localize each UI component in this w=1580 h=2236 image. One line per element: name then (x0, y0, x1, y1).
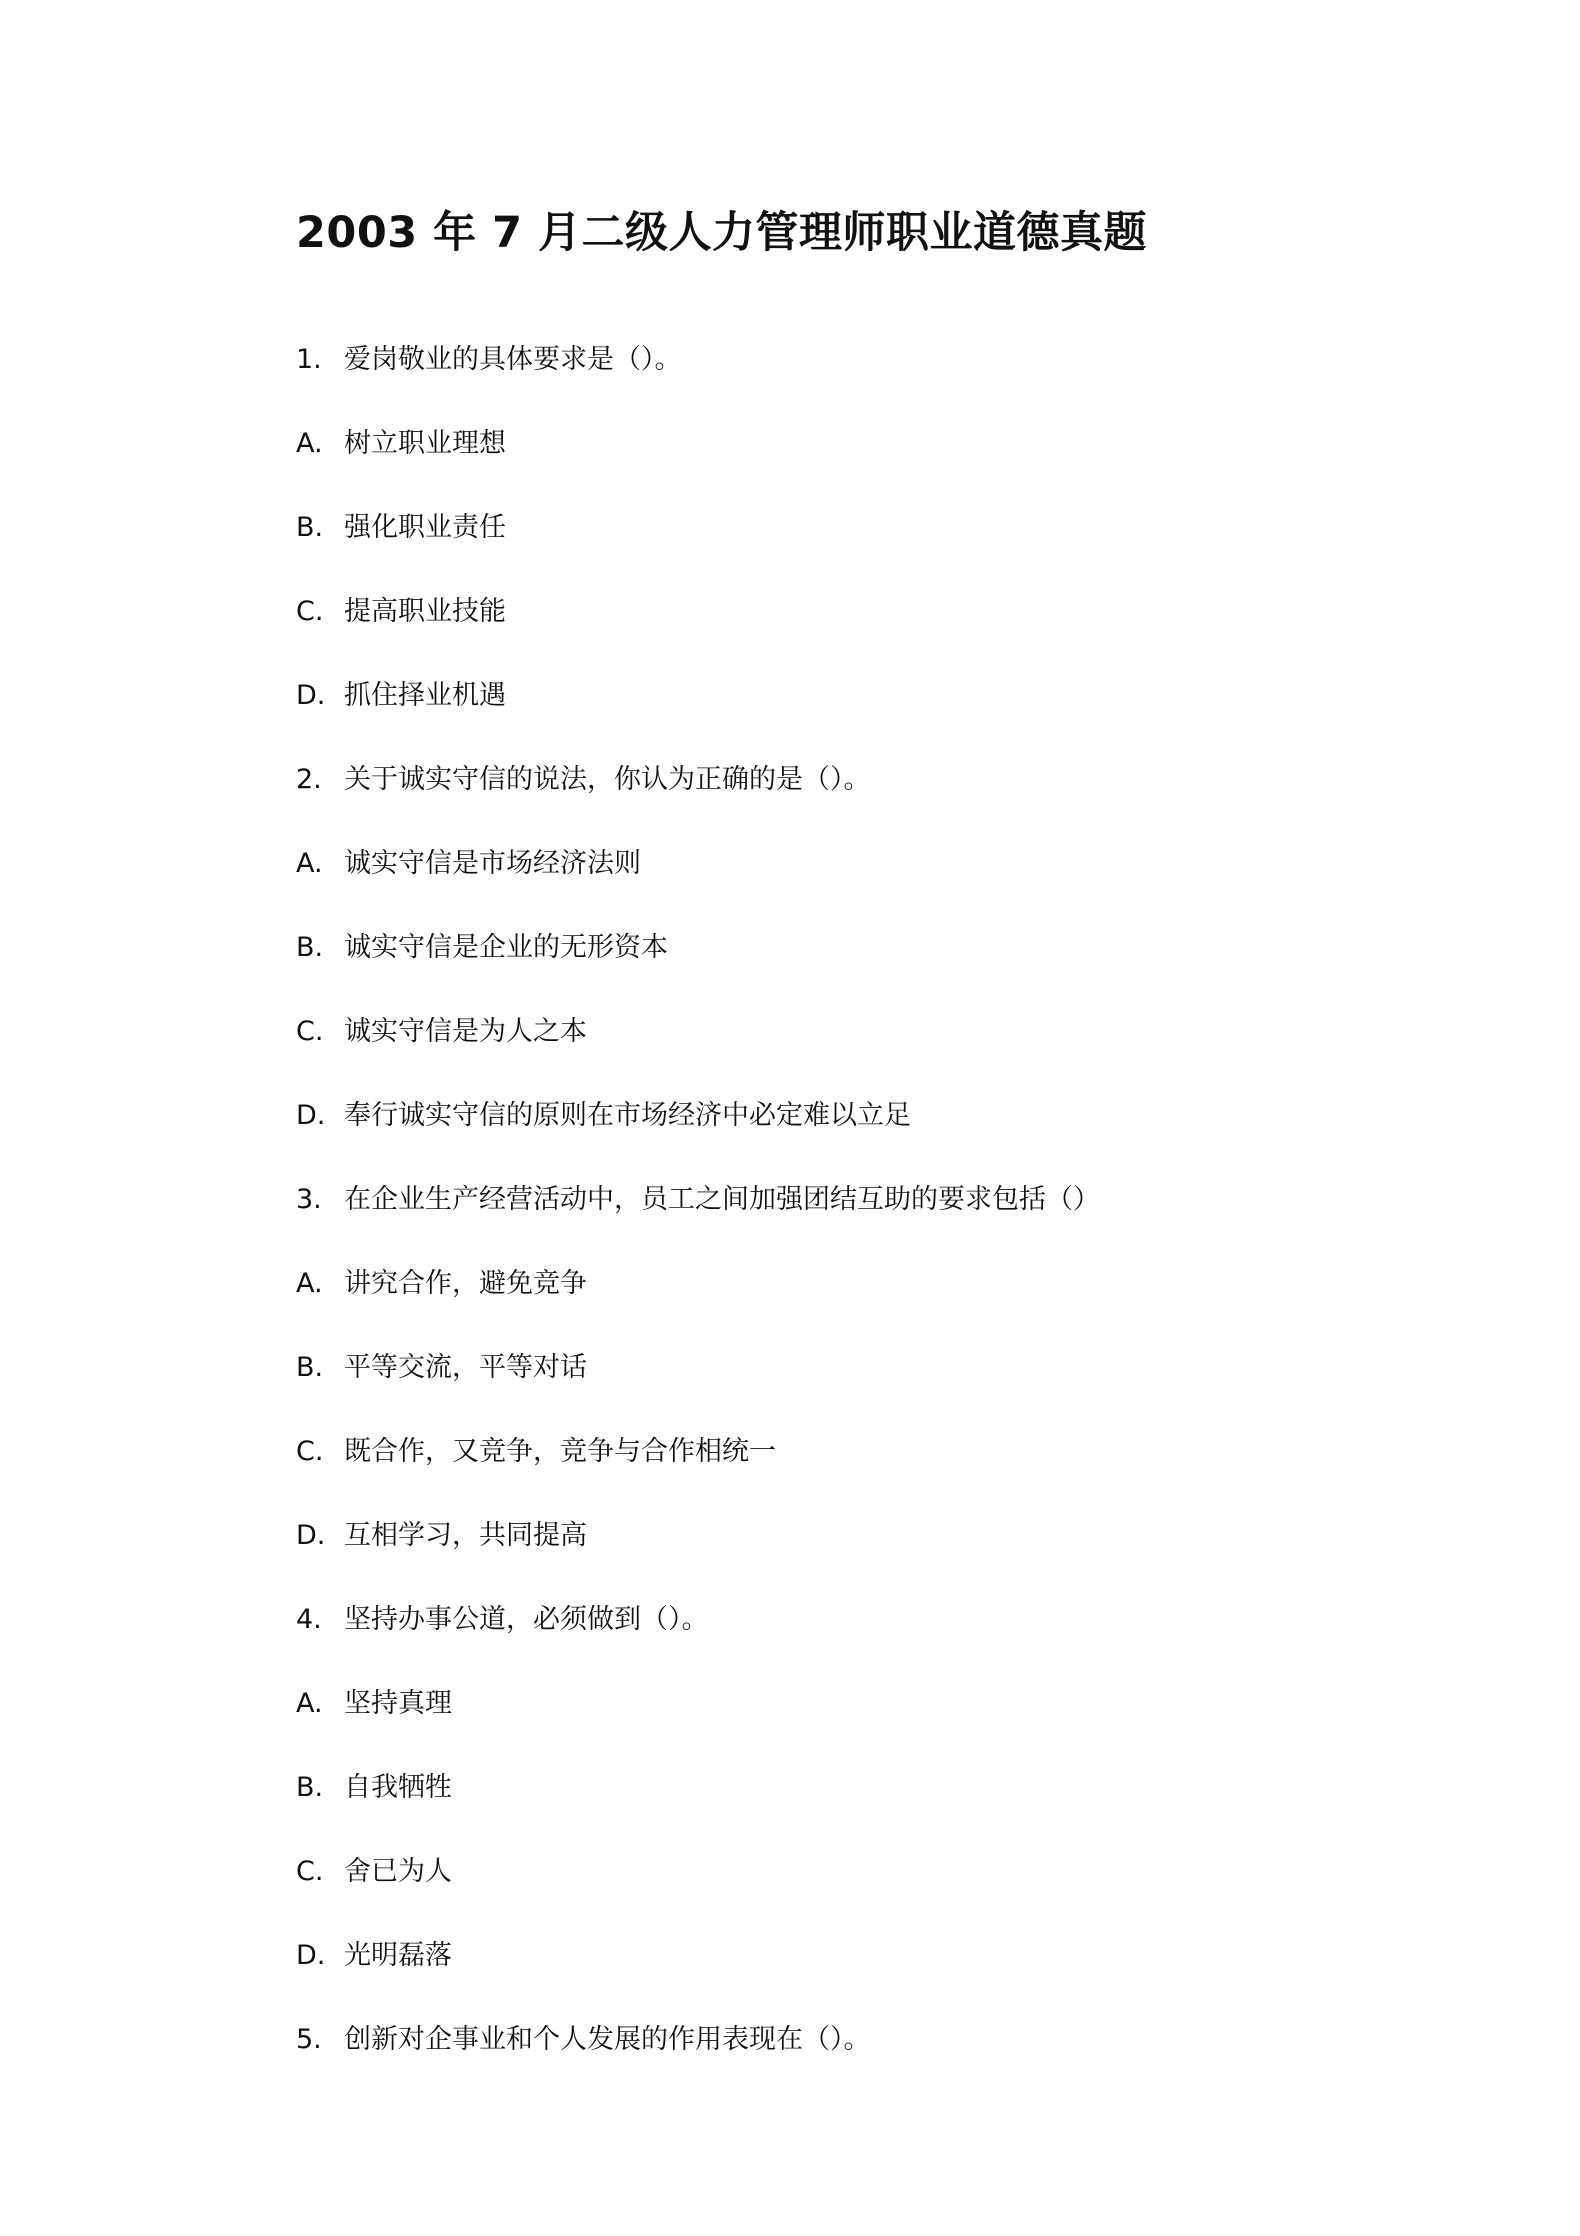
question-text: 在企业生产经营活动中，员工之间加强团结互助的要求包括（） (344, 1184, 1100, 1215)
option-text: 既合作，又竞争，竞争与合作相统一 (344, 1436, 776, 1467)
option-label: D. (296, 1940, 326, 1971)
question-3-option-b (296, 1326, 1100, 1410)
question-2 (296, 738, 1100, 822)
option-text: 抓住择业机遇 (344, 680, 506, 711)
option-label: A. (296, 1688, 323, 1719)
question-text: 爱岗敬业的具体要求是（）。 (344, 344, 682, 375)
question-4-option-a (296, 1662, 1100, 1746)
option-label: B. (296, 1352, 324, 1383)
option-text: 平等交流，平等对话 (344, 1352, 587, 1383)
option-label: C. (296, 1856, 324, 1887)
question-number: 2. (296, 764, 322, 795)
option-label: C. (296, 1436, 324, 1467)
option-text: 诚实守信是市场经济法则 (344, 848, 641, 879)
question-number: 1. (296, 344, 322, 375)
option-label: D. (296, 1520, 326, 1551)
option-text: 诚实守信是为人之本 (344, 1016, 587, 1047)
option-text: 光明磊落 (344, 1940, 452, 1971)
option-text: 提高职业技能 (344, 596, 506, 627)
question-number: 4. (296, 1604, 322, 1635)
option-label: C. (296, 596, 324, 627)
question-3-option-c (296, 1410, 1100, 1494)
option-label: A. (296, 428, 323, 459)
option-label: B. (296, 1772, 324, 1803)
option-label: B. (296, 512, 324, 543)
option-label: C. (296, 1016, 324, 1047)
option-text: 强化职业责任 (344, 512, 506, 543)
question-2-option-a (296, 822, 1100, 906)
question-number: 5. (296, 2024, 322, 2055)
question-list (296, 318, 1100, 2082)
question-text: 坚持办事公道，必须做到（）。 (344, 1604, 709, 1635)
option-label: A. (296, 1268, 323, 1299)
question-5 (296, 1998, 1100, 2082)
document-title: 2003 年 7 月二级人力管理师职业道德真题 (296, 208, 1148, 258)
question-1-option-d (296, 654, 1100, 738)
question-text: 创新对企事业和个人发展的作用表现在（）。 (344, 2024, 871, 2055)
question-1 (296, 318, 1100, 402)
question-2-option-b (296, 906, 1100, 990)
question-number: 3. (296, 1184, 322, 1215)
option-text: 讲究合作，避免竞争 (344, 1268, 587, 1299)
question-2-option-d (296, 1074, 1100, 1158)
question-3-option-d (296, 1494, 1100, 1578)
question-4-option-c (296, 1830, 1100, 1914)
question-1-option-c (296, 570, 1100, 654)
option-text: 坚持真理 (344, 1688, 452, 1719)
question-3 (296, 1158, 1100, 1242)
question-1-option-b (296, 486, 1100, 570)
question-1-option-a (296, 402, 1100, 486)
option-label: D. (296, 680, 326, 711)
question-4-option-b (296, 1746, 1100, 1830)
question-4 (296, 1578, 1100, 1662)
option-label: A. (296, 848, 323, 879)
question-text: 关于诚实守信的说法，你认为正确的是（）。 (344, 764, 871, 795)
question-2-option-c (296, 990, 1100, 1074)
option-label: B. (296, 932, 324, 963)
option-text: 互相学习，共同提高 (344, 1520, 587, 1551)
question-4-option-d (296, 1914, 1100, 1998)
question-3-option-a (296, 1242, 1100, 1326)
option-text: 奉行诚实守信的原则在市场经济中必定难以立足 (344, 1100, 911, 1131)
option-label: D. (296, 1100, 326, 1131)
option-text: 舍已为人 (344, 1856, 452, 1887)
option-text: 自我牺牲 (344, 1772, 452, 1803)
option-text: 诚实守信是企业的无形资本 (344, 932, 668, 963)
option-text: 树立职业理想 (344, 428, 506, 459)
